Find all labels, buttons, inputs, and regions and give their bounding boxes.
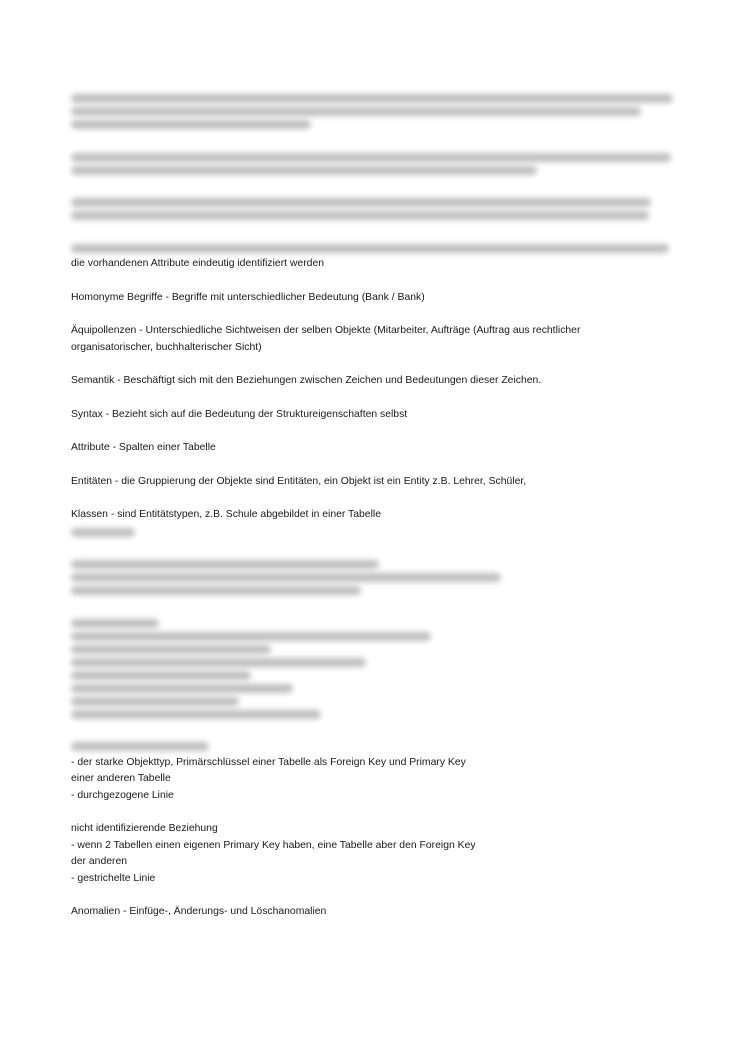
paragraph-attribute	[71, 440, 690, 457]
blurred-text-line	[71, 166, 537, 175]
blurred-text-line	[71, 573, 501, 582]
text-line: die vorhandenen Attribute eindeutig identifiziert werden	[71, 258, 325, 269]
paragraph-identifizierende-beziehung	[71, 755, 690, 805]
blurred-text-line	[71, 198, 651, 207]
text-line: - der starke Objekttyp, Primärschlüssel einer Tabelle als Foreign Key und Primary Key	[71, 756, 466, 768]
paragraph-entitaeten	[71, 474, 690, 491]
blurred-text-line	[71, 586, 361, 595]
paragraph-semantik	[71, 373, 690, 390]
text-line: - durchgezogene Linie	[71, 789, 174, 801]
blurred-text-line	[71, 645, 271, 654]
blurred-paragraph	[71, 198, 690, 220]
text-line: Homonyme Begriffe - Begriffe mit unterschiedlicher Bedeutung (Bank / Bank)	[71, 291, 425, 303]
blurred-paragraph	[71, 244, 690, 253]
blurred-text-line	[71, 528, 135, 537]
paragraph-klassen	[71, 507, 690, 524]
blurred-text-line	[71, 710, 321, 719]
paragraph-anomalien	[71, 904, 690, 921]
text-line: Entitäten - die Gruppierung der Objekte sind Entitäten, ein Objekt ist ein Entity z.B. Lehrer, Schüler,	[71, 475, 527, 487]
blurred-text-line	[71, 94, 673, 103]
blurred-text-line	[71, 684, 293, 693]
text-line: Anomalien - Einfüge-, Änderungs- und Löschanomalien	[71, 906, 327, 917]
text-line: - gestrichelte Linie	[71, 872, 156, 884]
blurred-text-line	[71, 658, 366, 667]
text-line: Attribute - Spalten einer Tabelle	[71, 442, 216, 453]
blurred-paragraph	[71, 94, 690, 129]
blurred-list	[71, 619, 690, 719]
blurred-heading	[71, 742, 690, 751]
blurred-text-line	[71, 671, 251, 680]
blurred-text-line	[71, 742, 209, 751]
blurred-text-line	[71, 120, 311, 129]
blurred-text-line	[71, 153, 671, 162]
text-line: Semantik - Beschäftigt sich mit den Beziehungen zwischen Zeichen und Bedeutungen dieser Zeichen.	[71, 375, 542, 386]
paragraph-attributes-continuation	[71, 256, 690, 273]
blurred-text-line	[71, 632, 431, 641]
text-line: Syntax - Bezieht sich auf die Bedeutung der Struktureigenschaften selbst	[71, 408, 408, 420]
paragraph-syntax	[71, 407, 690, 424]
text-line: Äquipollenzen - Unterschiedliche Sichtweisen der selben Objekte (Mitarbeiter, Aufträge (Auftrag aus rechtlicher	[71, 325, 581, 336]
paragraph-aequipollenzen	[71, 323, 690, 356]
blurred-text-line	[71, 211, 649, 220]
text-line: Klassen - sind Entitätstypen, z.B. Schule abgebildet in einer Tabelle	[71, 509, 381, 520]
text-line: - wenn 2 Tabellen einen eigenen Primary Key haben, eine Tabelle aber den Foreign Key	[71, 839, 476, 851]
text-line: der anderen	[71, 856, 128, 867]
blurred-paragraph	[71, 560, 690, 595]
text-line: nicht identifizierende Beziehung	[71, 823, 218, 834]
text-line: einer anderen Tabelle	[71, 773, 171, 784]
paragraph-nicht-identifizierende-beziehung	[71, 821, 690, 887]
blurred-text-line	[71, 244, 669, 253]
blurred-text-line	[71, 697, 239, 706]
blurred-text-line	[71, 619, 159, 628]
blurred-text-line	[71, 560, 379, 569]
blurred-text-line	[71, 107, 641, 116]
text-line: organisatorischer, buchhalterischer Sicht)	[71, 341, 262, 353]
blurred-paragraph	[71, 528, 690, 537]
blurred-paragraph	[71, 153, 690, 175]
paragraph-homonyme	[71, 290, 690, 307]
